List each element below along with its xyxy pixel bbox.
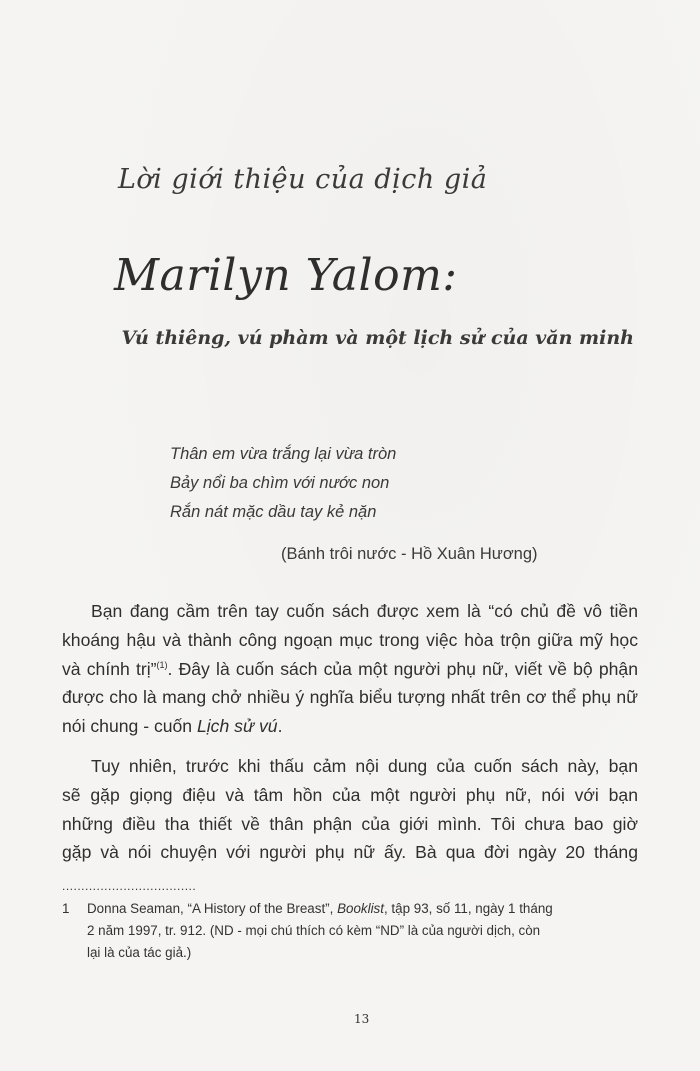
- footnote-separator: ...................................: [62, 879, 197, 893]
- text-segment: Donna Seaman, “A History of the Breast”,: [87, 901, 338, 916]
- text-segment: nói chung - cuốn: [62, 716, 197, 737]
- text-segment: .: [277, 716, 283, 737]
- chapter-title-name: Marilyn Yalom:: [114, 250, 458, 301]
- paragraph-line: sẽ gặp giọng điệu và tâm hồn của một người phụ nữ, nói với bạn: [62, 784, 638, 805]
- text-segment: và chính trị”: [62, 658, 157, 679]
- paragraph-line: khoáng hậu và thành công ngoạn mục trong việc hòa trộn giữa mỹ học: [62, 629, 638, 650]
- footnote-line: 2 năm 1997, tr. 912. (ND - mọi chú thích có kèm “ND” là của người dịch, còn: [87, 923, 541, 938]
- paragraph-line: [62, 655, 638, 684]
- translator-intro-heading: Lời giới thiệu của dịch giả: [118, 164, 488, 195]
- paragraph-line: Bạn đang cầm trên tay cuốn sách được xem là “có chủ đề vô tiền: [91, 601, 638, 621]
- footnote: [62, 898, 638, 964]
- footnote-line: lại là của tác giả.): [87, 945, 192, 960]
- footnote-ref: (1): [156, 659, 168, 670]
- footnote-line: [87, 898, 638, 920]
- poem-line: Bảy nổi ba chìm với nước non: [170, 474, 390, 492]
- paragraph-1: [62, 597, 638, 741]
- text-segment: . Đây là cuốn sách của một người phụ nữ, viết về bộ phận: [167, 658, 638, 679]
- page-number: 13: [354, 1012, 370, 1026]
- poem-line: Thân em vừa trắng lại vừa tròn: [170, 445, 397, 463]
- poem-source: (Bánh trôi nước - Hồ Xuân Hương): [281, 545, 538, 563]
- journal-title-italic: Booklist: [337, 901, 384, 916]
- paragraph-2: [62, 752, 638, 867]
- paragraph-line: gặp và nói chuyện với người phụ nữ ấy. Bà qua đời ngày 20 tháng: [62, 842, 638, 863]
- chapter-subtitle: Vú thiêng, vú phàm và một lịch sử của văn minh: [121, 327, 634, 349]
- paragraph-line: những điều tha thiết về thân phận của giới mình. Tôi chưa bao giờ: [62, 813, 638, 834]
- paragraph-line: được cho là mang chở nhiều ý nghĩa biểu tượng nhất trên cơ thể phụ nữ: [62, 687, 638, 708]
- footnote-number: 1: [62, 901, 70, 916]
- paragraph-line: [62, 712, 638, 741]
- footnote-body: [87, 898, 638, 964]
- paragraph-line: Tuy nhiên, trước khi thấu cảm nội dung của cuốn sách này, bạn: [91, 756, 638, 776]
- text-segment: , tập 93, số 11, ngày 1 tháng: [383, 901, 553, 916]
- book-title-italic: Lịch sử vú: [196, 716, 278, 737]
- poem-block: [170, 440, 396, 527]
- poem-line: Rắn nát mặc dầu tay kẻ nặn: [170, 503, 377, 521]
